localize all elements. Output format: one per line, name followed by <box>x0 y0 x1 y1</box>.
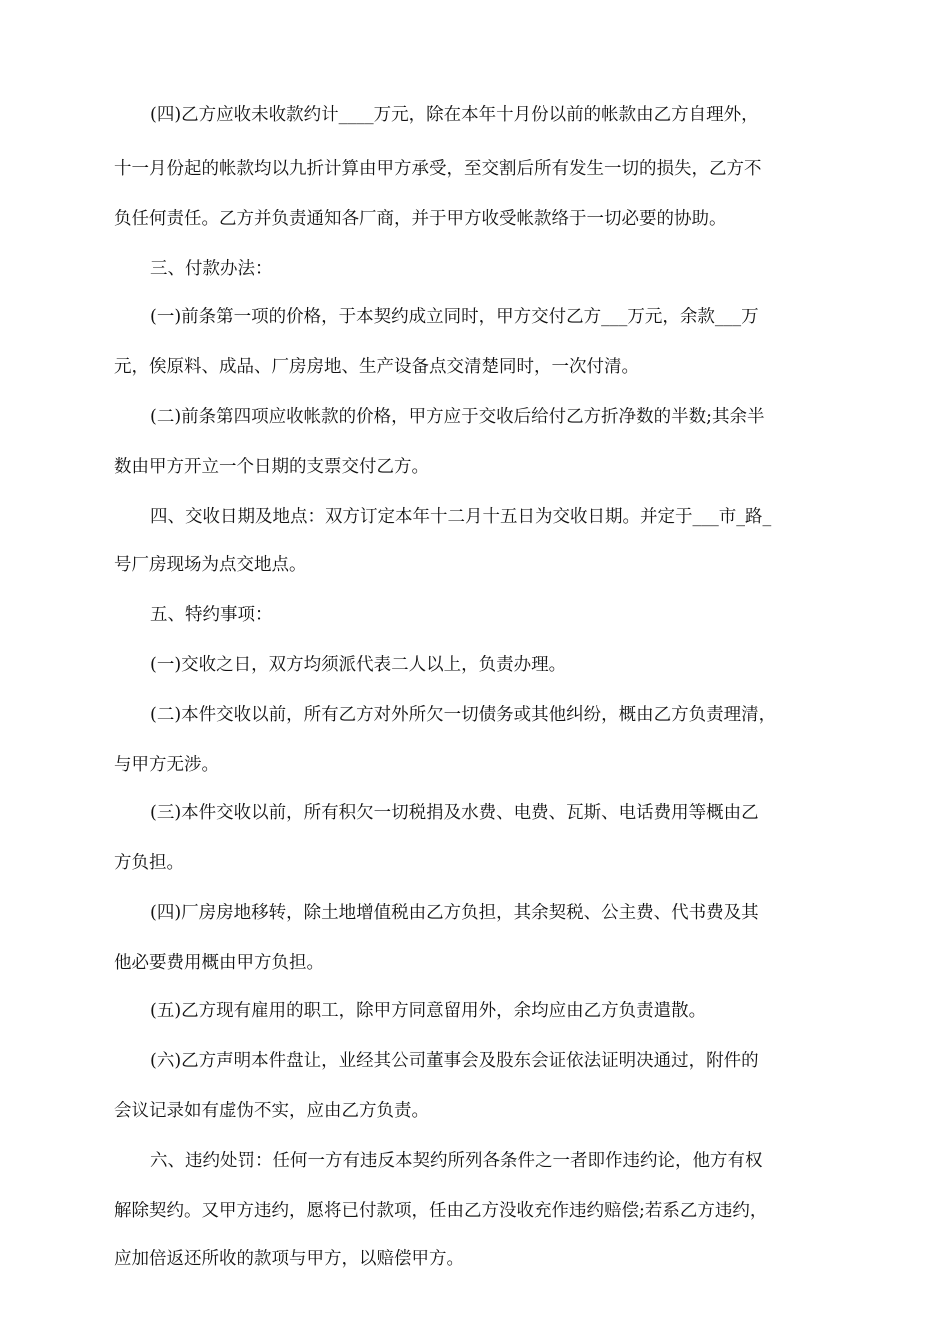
section-heading: 四、交收日期及地点：双方订定本年十二月十五日为交收日期。并定于___市_路_ <box>150 507 772 527</box>
text-line: (二)本件交收以前，所有乙方对外所欠一切债务或其他纠纷，概由乙方负责理清， <box>150 705 777 725</box>
text-line: 会议记录如有虚伪不实，应由乙方负责。 <box>114 1101 429 1121</box>
text-line: 应加倍返还所收的款项与甲方，以赔偿甲方。 <box>114 1249 464 1269</box>
text-line: (四)厂房房地移转，除土地增值税由乙方负担，其余契税、公主费、代书费及其 <box>150 903 759 923</box>
text-line: (一)交收之日，双方均须派代表二人以上，负责办理。 <box>150 655 567 675</box>
text-line: 负任何责任。乙方并负责通知各厂商，并于甲方收受帐款络于一切必要的协助。 <box>114 209 727 229</box>
text-line: 号厂房现场为点交地点。 <box>114 555 307 575</box>
text-line: (五)乙方现有雇用的职工，除甲方同意留用外，余均应由乙方负责遣散。 <box>150 1001 707 1021</box>
section-heading: 五、特约事项： <box>150 605 273 625</box>
text-line: 十一月份起的帐款均以九折计算由甲方承受，至交割后所有发生一切的损失，乙方不 <box>114 159 762 179</box>
text-line: 元，俟原料、成品、厂房房地、生产设备点交清楚同时，一次付清。 <box>114 357 639 377</box>
text-line: 方负担。 <box>114 853 184 873</box>
text-line: 解除契约。又甲方违约，愿将已付款项，任由乙方没收充作违约赔偿;若系乙方违约， <box>114 1201 768 1221</box>
text-line: 他必要费用概由甲方负担。 <box>114 953 324 973</box>
text-line: (四)乙方应收未收款约计____万元，除在本年十月份以前的帐款由乙方自理外， <box>150 105 759 125</box>
text-line: 数由甲方开立一个日期的支票交付乙方。 <box>114 457 429 477</box>
text-line: (二)前条第四项应收帐款的价格，甲方应于交收后给付乙方折净数的半数;其余半 <box>150 407 765 427</box>
section-heading: 六、违约处罚：任何一方有违反本契约所列各条件之一者即作违约论，他方有权 <box>150 1151 763 1171</box>
text-line: 与甲方无涉。 <box>114 755 219 775</box>
section-heading: 三、付款办法： <box>150 259 273 279</box>
text-line: (一)前条第一项的价格，于本契约成立同时，甲方交付乙方___万元，余款___万 <box>150 307 759 327</box>
text-line: (三)本件交收以前，所有积欠一切税捐及水费、电费、瓦斯、电话费用等概由乙 <box>150 803 759 823</box>
text-line: (六)乙方声明本件盘让，业经其公司董事会及股东会证依法证明决通过，附件的 <box>150 1051 759 1071</box>
